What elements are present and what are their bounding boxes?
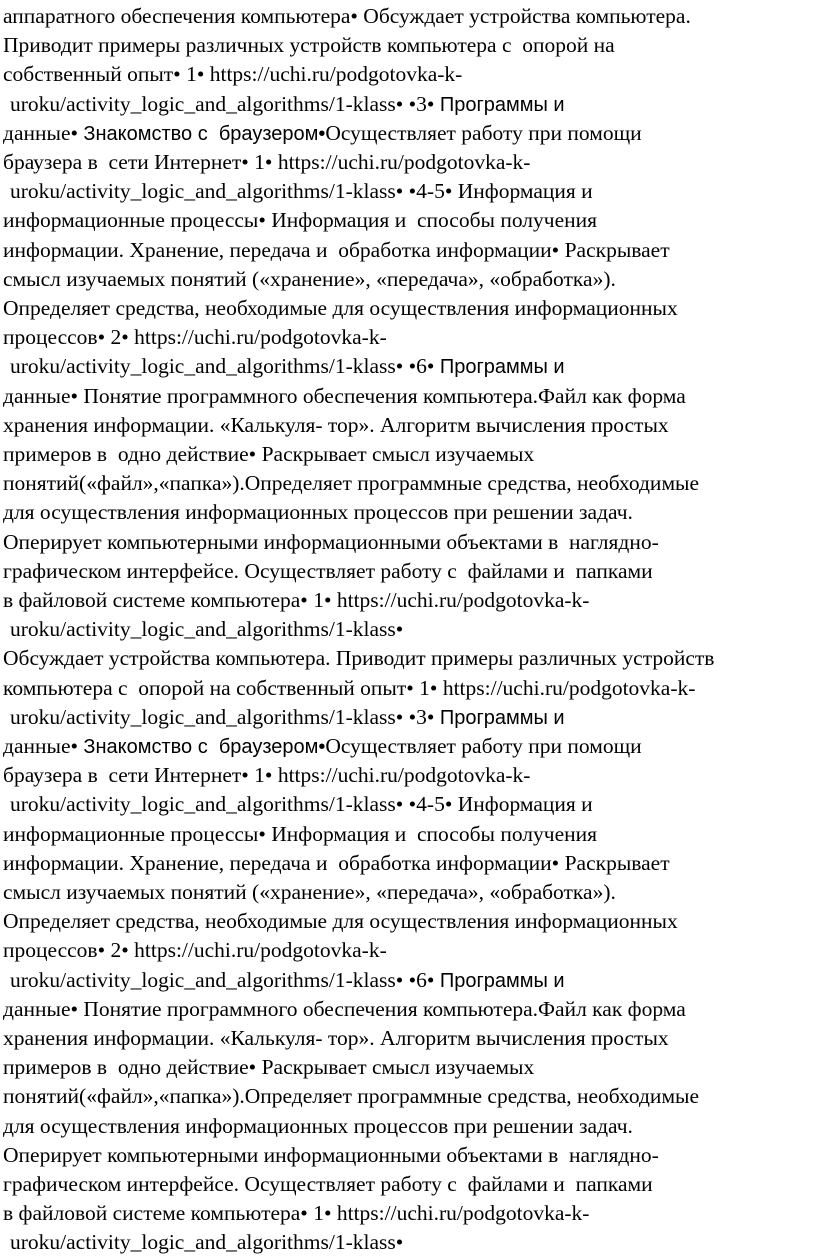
text-run: Оперирует компьютерными информационными объектами в наглядно- bbox=[3, 1142, 659, 1167]
text-run: Программы и bbox=[439, 356, 565, 379]
text-line bbox=[3, 1, 691, 31]
text-line bbox=[3, 293, 678, 323]
text-line bbox=[3, 1140, 659, 1170]
text-line bbox=[3, 410, 669, 440]
text-line bbox=[3, 760, 530, 790]
text-run: компьютера с опорой на собственный опыт• 1• https://uchi.ru/podgotovka-k- bbox=[3, 675, 696, 700]
text-line bbox=[3, 673, 695, 703]
text-run: в файловой системе компьютера• 1• https://uchi.ru/podgotovka-k- bbox=[3, 588, 590, 612]
text-run: информационные процессы• Информация и способы получения bbox=[3, 208, 598, 233]
text-run: графическом интерфейсе. Осуществляет работу с файлами и папками bbox=[3, 1172, 653, 1196]
text-line bbox=[10, 789, 593, 819]
text-line bbox=[10, 1227, 403, 1257]
text-run: данные• bbox=[3, 120, 84, 145]
text-line bbox=[3, 585, 589, 615]
text-line bbox=[3, 848, 670, 878]
text-run: понятий(«файл»,«папка»).Определяет программные средства, необходимые bbox=[3, 471, 700, 496]
text-line bbox=[3, 1052, 534, 1082]
text-run: информационные процессы• Информация и способы получения bbox=[3, 821, 598, 846]
text-line bbox=[3, 497, 633, 527]
text-run: хранения информации. «Калькуля- тор». Алгоритм вычисления простых bbox=[3, 412, 669, 437]
text-run: Программы и bbox=[439, 969, 565, 992]
text-run: uroku/activity_logic_and_algorithms/1-klass• •3• bbox=[10, 91, 440, 116]
text-run: uroku/activity_logic_and_algorithms/1-klass• •6• bbox=[10, 967, 440, 992]
text-line bbox=[3, 527, 659, 557]
text-line bbox=[3, 1198, 589, 1228]
text-run: примеров в одно действие• Раскрывает смысл изучаемых bbox=[3, 1055, 535, 1080]
text-run: uroku/activity_logic_and_algorithms/1-klass• •4-5• Информация и bbox=[10, 792, 593, 817]
text-run: Программы и bbox=[439, 706, 565, 729]
text-run: смысл изучаемых понятий («хранение», «передача», «обработка»). bbox=[3, 266, 616, 291]
text-run: Приводит примеры различных устройств компьютера с опорой на bbox=[3, 33, 615, 58]
text-line bbox=[10, 702, 565, 732]
text-run: собственный опыт• 1• https://uchi.ru/podgotovka-k- bbox=[3, 62, 463, 87]
text-run: смысл изучаемых понятий («хранение», «передача», «обработка»). bbox=[3, 880, 616, 904]
text-run: данные• Понятие программного обеспечения компьютера.Файл как форма bbox=[3, 383, 686, 408]
text-run: Осуществляет работу при помощи bbox=[325, 120, 642, 145]
text-run: процессов• 2• https://uchi.ru/podgotovka-k- bbox=[3, 938, 387, 963]
text-run: данные• Понятие программного обеспечения компьютера.Файл как форма bbox=[3, 996, 686, 1021]
text-line bbox=[3, 264, 616, 294]
text-line bbox=[3, 1169, 653, 1199]
text-run: в файловой системе компьютера• 1• https://uchi.ru/podgotovka-k- bbox=[3, 1201, 590, 1226]
text-run: uroku/activity_logic_and_algorithms/1-klass• •6• bbox=[10, 354, 440, 379]
text-run: графическом интерфейсе. Осуществляет работу с файлами и папками bbox=[3, 558, 653, 583]
text-run: аппаратного обеспечения компьютера• Обсуждает устройства компьютера. bbox=[3, 4, 691, 28]
text-line bbox=[3, 643, 714, 673]
text-line bbox=[3, 468, 699, 498]
text-line bbox=[3, 731, 642, 761]
text-line bbox=[3, 235, 670, 265]
text-line bbox=[10, 176, 593, 206]
text-run: uroku/activity_logic_and_algorithms/1-klass• bbox=[10, 1230, 404, 1255]
text-line bbox=[3, 1111, 633, 1141]
text-line bbox=[3, 59, 462, 89]
text-run: Осуществляет работу при помощи bbox=[325, 734, 642, 758]
text-line bbox=[3, 205, 597, 235]
text-line bbox=[3, 906, 678, 936]
text-run: браузера в сети Интернет• 1• https://uchi.ru/podgotovka-k- bbox=[3, 150, 531, 174]
text-run: Знакомство с браузером• bbox=[83, 736, 326, 758]
text-line bbox=[3, 819, 597, 849]
text-line bbox=[3, 556, 653, 586]
text-line bbox=[3, 1081, 699, 1111]
text-run: понятий(«файл»,«папка»).Определяет программные средства, необходимые bbox=[3, 1084, 700, 1109]
text-run: Программы и bbox=[439, 93, 565, 116]
text-line bbox=[3, 147, 530, 177]
text-run: для осуществления информационных процессов при решении задач. bbox=[3, 1113, 633, 1138]
text-run: процессов• 2• https://uchi.ru/podgotovka-k- bbox=[3, 325, 387, 350]
text-run: данные• bbox=[3, 734, 84, 758]
text-line bbox=[10, 614, 403, 644]
text-line bbox=[10, 351, 565, 381]
text-run: информации. Хранение, передача и обработка информации• Раскрывает bbox=[3, 850, 670, 875]
text-line bbox=[3, 118, 642, 148]
text-run: браузера в сети Интернет• 1• https://uchi.ru/podgotovka-k- bbox=[3, 763, 531, 788]
text-line bbox=[3, 381, 686, 411]
text-line bbox=[3, 1023, 669, 1053]
text-run: Знакомство с браузером• bbox=[83, 122, 326, 145]
text-run: Определяет средства, необходимые для осуществления информационных bbox=[3, 909, 678, 934]
text-run: для осуществления информационных процессов при решении задач. bbox=[3, 500, 633, 525]
text-run: хранения информации. «Калькуля- тор». Алгоритм вычисления простых bbox=[3, 1026, 669, 1050]
text-line bbox=[10, 89, 565, 119]
text-run: uroku/activity_logic_and_algorithms/1-klass• •3• bbox=[10, 704, 440, 729]
text-line bbox=[3, 994, 686, 1024]
text-line bbox=[3, 30, 615, 60]
text-run: Определяет средства, необходимые для осуществления информационных bbox=[3, 296, 678, 320]
text-run: Оперирует компьютерными информационными объектами в наглядно- bbox=[3, 529, 659, 554]
text-run: информации. Хранение, передача и обработка информации• Раскрывает bbox=[3, 237, 670, 262]
text-line bbox=[10, 965, 565, 995]
text-line bbox=[3, 935, 387, 965]
text-run: Обсуждает устройства компьютера. Приводит примеры различных устройств bbox=[3, 646, 715, 671]
text-line bbox=[3, 322, 387, 352]
text-line bbox=[3, 877, 616, 907]
text-run: uroku/activity_logic_and_algorithms/1-klass• •4-5• Информация и bbox=[10, 179, 593, 204]
text-run: uroku/activity_logic_and_algorithms/1-klass• bbox=[10, 617, 404, 642]
text-line bbox=[3, 439, 534, 469]
text-run: примеров в одно действие• Раскрывает смысл изучаемых bbox=[3, 442, 535, 466]
